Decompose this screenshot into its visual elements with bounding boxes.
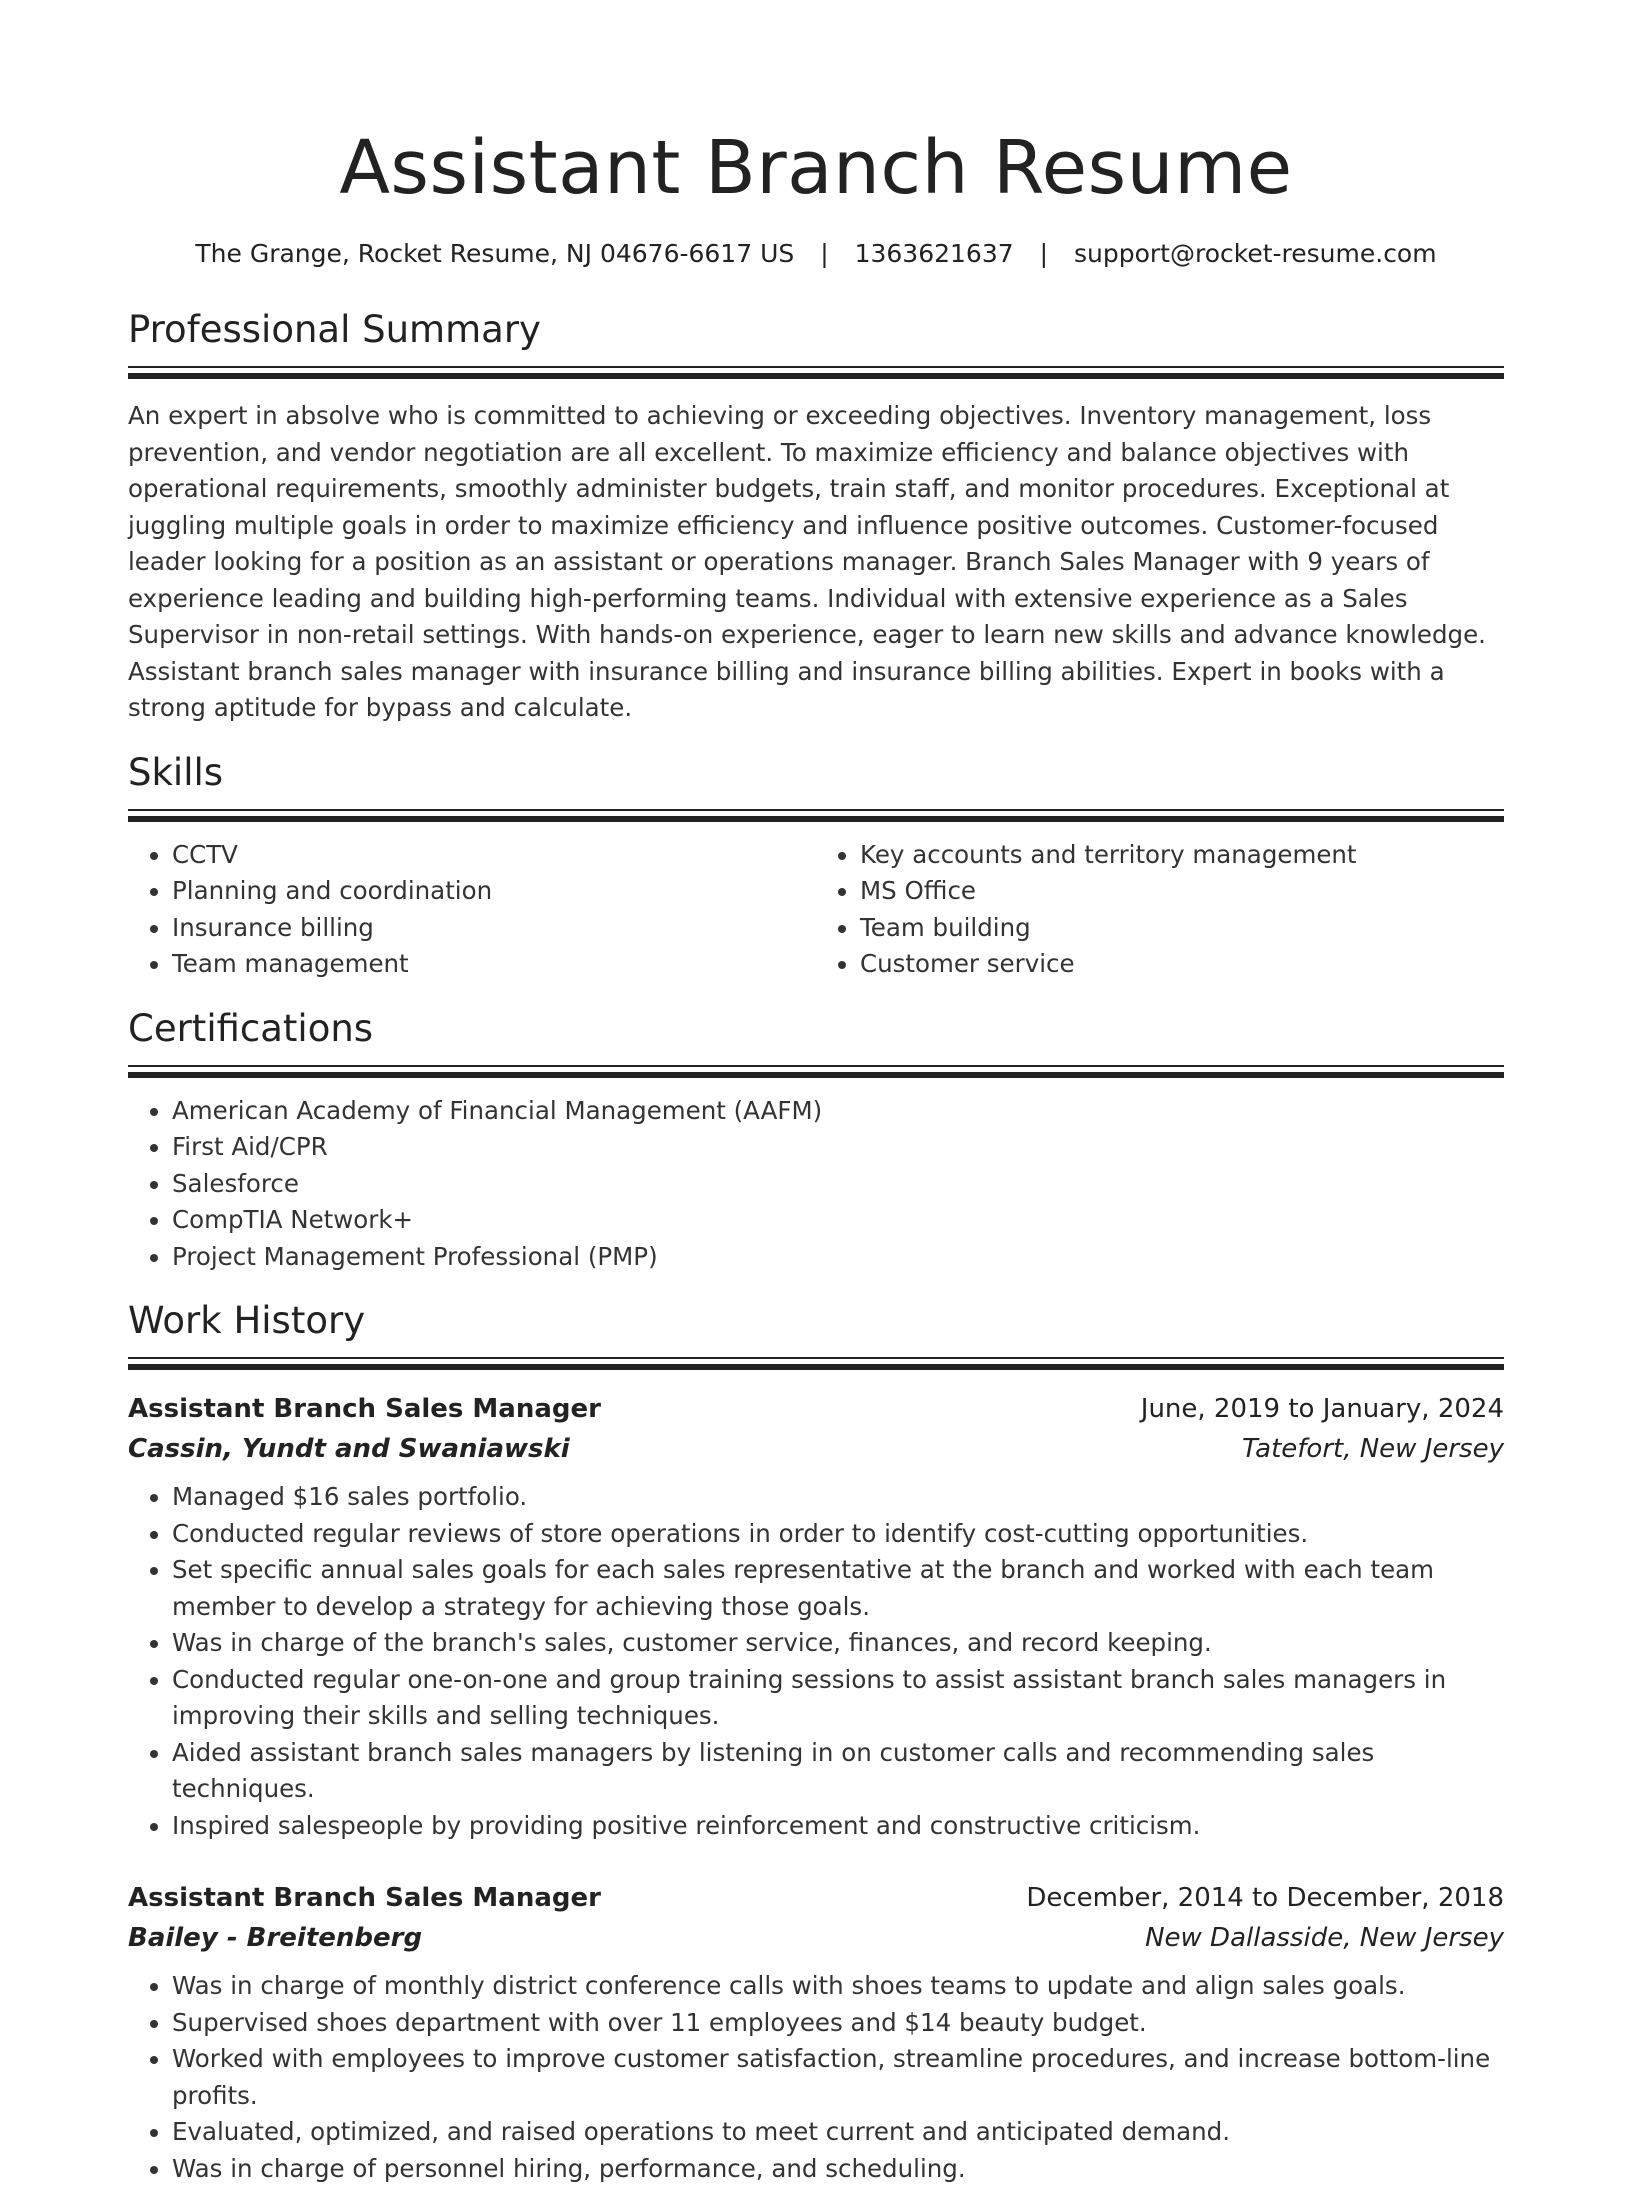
job-entry — [128, 1389, 1504, 1844]
job-company: Bailey - Breitenberg — [128, 1918, 422, 1958]
job-company-row — [128, 1918, 1504, 1958]
skills-grid — [128, 823, 1504, 983]
list-item: • Conducted regular reviews of store operations in order to identify cost-cutting opportunities. — [172, 1516, 1504, 1553]
list-item: • Aided assistant branch sales managers by listening in on customer calls and recommending sales techniques. — [172, 1735, 1504, 1808]
list-item: • Worked with employees to improve customer satisfaction, streamline procedures, and increase bottom-line profits. — [172, 2041, 1504, 2114]
separator: | — [820, 236, 828, 272]
job-entry — [128, 1878, 1504, 2187]
list-item: • Was in charge of the branch's sales, customer service, finances, and record keeping. — [172, 1625, 1504, 1662]
section-title: Certifications — [128, 1005, 1504, 1053]
resume-title: Assistant Branch Resume — [128, 120, 1504, 216]
skills-section — [128, 749, 1504, 983]
job-dates: December, 2014 to December, 2018 — [1026, 1878, 1504, 1918]
job-dates: June, 2019 to January, 2024 — [1141, 1389, 1504, 1429]
summary-text: An expert in absolve who is committed to achieving or exceeding objectives. Inventory management, loss prevention, and vendor negotiation are all excellent. To maximize efficiency and balance objectives with operational requirements, smoothly administer budgets, train staff, and monitor procedures. Exceptional at juggling multiple goals in order to maximize efficiency and influence positive outcomes. Customer-focused leader looking for a position as an assistant or operations manager. Branch Sales Manager with 9 years of experience leading and building high-performing teams. Individual with extensive experience as a Sales Supervisor in non-retail settings. With hands-on experience, eager to learn new skills and advance knowledge. Assistant branch sales manager with insurance billing and insurance billing abilities. Expert in books with a strong aptitude for bypass and calculate. — [128, 398, 1504, 727]
list-item: • Conducted regular one-on-one and group training sessions to assist assistant branch sales managers in improving their skills and selling techniques. — [172, 1662, 1504, 1735]
list-item: • MS Office — [860, 873, 1504, 910]
list-item: • Supervised shoes department with over 11 employees and $14 beauty budget. — [172, 2005, 1504, 2042]
section-divider — [128, 809, 1504, 823]
list-item: • Planning and coordination — [172, 873, 816, 910]
list-item: • Insurance billing — [172, 910, 816, 947]
work-history-section — [128, 1297, 1504, 2187]
certifications-section — [128, 1005, 1504, 1276]
skills-list-left — [128, 837, 816, 983]
job-company: Cassin, Yundt and Swaniawski — [128, 1429, 570, 1469]
list-item: • Project Management Professional (PMP) — [172, 1239, 1504, 1276]
list-item: • Evaluated, optimized, and raised operations to meet current and anticipated demand. — [172, 2114, 1504, 2151]
section-title: Work History — [128, 1297, 1504, 1345]
section-divider — [128, 366, 1504, 380]
list-item: • Customer service — [860, 946, 1504, 983]
list-item: • Key accounts and territory management — [860, 837, 1504, 874]
summary-section — [128, 306, 1504, 727]
list-item: • CCTV — [172, 837, 816, 874]
section-title: Professional Summary — [128, 306, 1504, 354]
job-location: Tatefort, New Jersey — [1242, 1429, 1504, 1469]
skills-list-right — [816, 837, 1504, 983]
address: The Grange, Rocket Resume, NJ 04676-6617 US — [195, 239, 794, 268]
job-duties-list — [128, 1479, 1504, 1844]
list-item: • Managed $16 sales portfolio. — [172, 1479, 1504, 1516]
list-item: • First Aid/CPR — [172, 1129, 1504, 1166]
job-header-row — [128, 1878, 1504, 1918]
list-item: • Team building — [860, 910, 1504, 947]
job-duties-list — [128, 1968, 1504, 2187]
job-title: Assistant Branch Sales Manager — [128, 1878, 601, 1918]
job-location: New Dallasside, New Jersey — [1145, 1918, 1504, 1958]
contact-line — [128, 236, 1504, 272]
section-title: Skills — [128, 749, 1504, 797]
job-company-row — [128, 1429, 1504, 1469]
section-divider — [128, 1357, 1504, 1371]
list-item: • CompTIA Network+ — [172, 1202, 1504, 1239]
list-item: • Was in charge of monthly district conference calls with shoes teams to update and align sales goals. — [172, 1968, 1504, 2005]
list-item: • Team management — [172, 946, 816, 983]
list-item: • Salesforce — [172, 1166, 1504, 1203]
list-item: • American Academy of Financial Management (AAFM) — [172, 1093, 1504, 1130]
section-divider — [128, 1065, 1504, 1079]
certifications-list — [128, 1093, 1504, 1276]
phone: 1363621637 — [855, 239, 1014, 268]
separator: | — [1040, 236, 1048, 272]
list-item: • Was in charge of personnel hiring, performance, and scheduling. — [172, 2151, 1504, 2187]
list-item: • Set specific annual sales goals for each sales representative at the branch and worked with each team member to develop a strategy for achieving those goals. — [172, 1552, 1504, 1625]
email-link[interactable]: support@rocket-resume.com — [1074, 239, 1437, 268]
job-header-row — [128, 1389, 1504, 1429]
list-item: • Inspired salespeople by providing positive reinforcement and constructive criticism. — [172, 1808, 1504, 1845]
job-title: Assistant Branch Sales Manager — [128, 1389, 601, 1429]
